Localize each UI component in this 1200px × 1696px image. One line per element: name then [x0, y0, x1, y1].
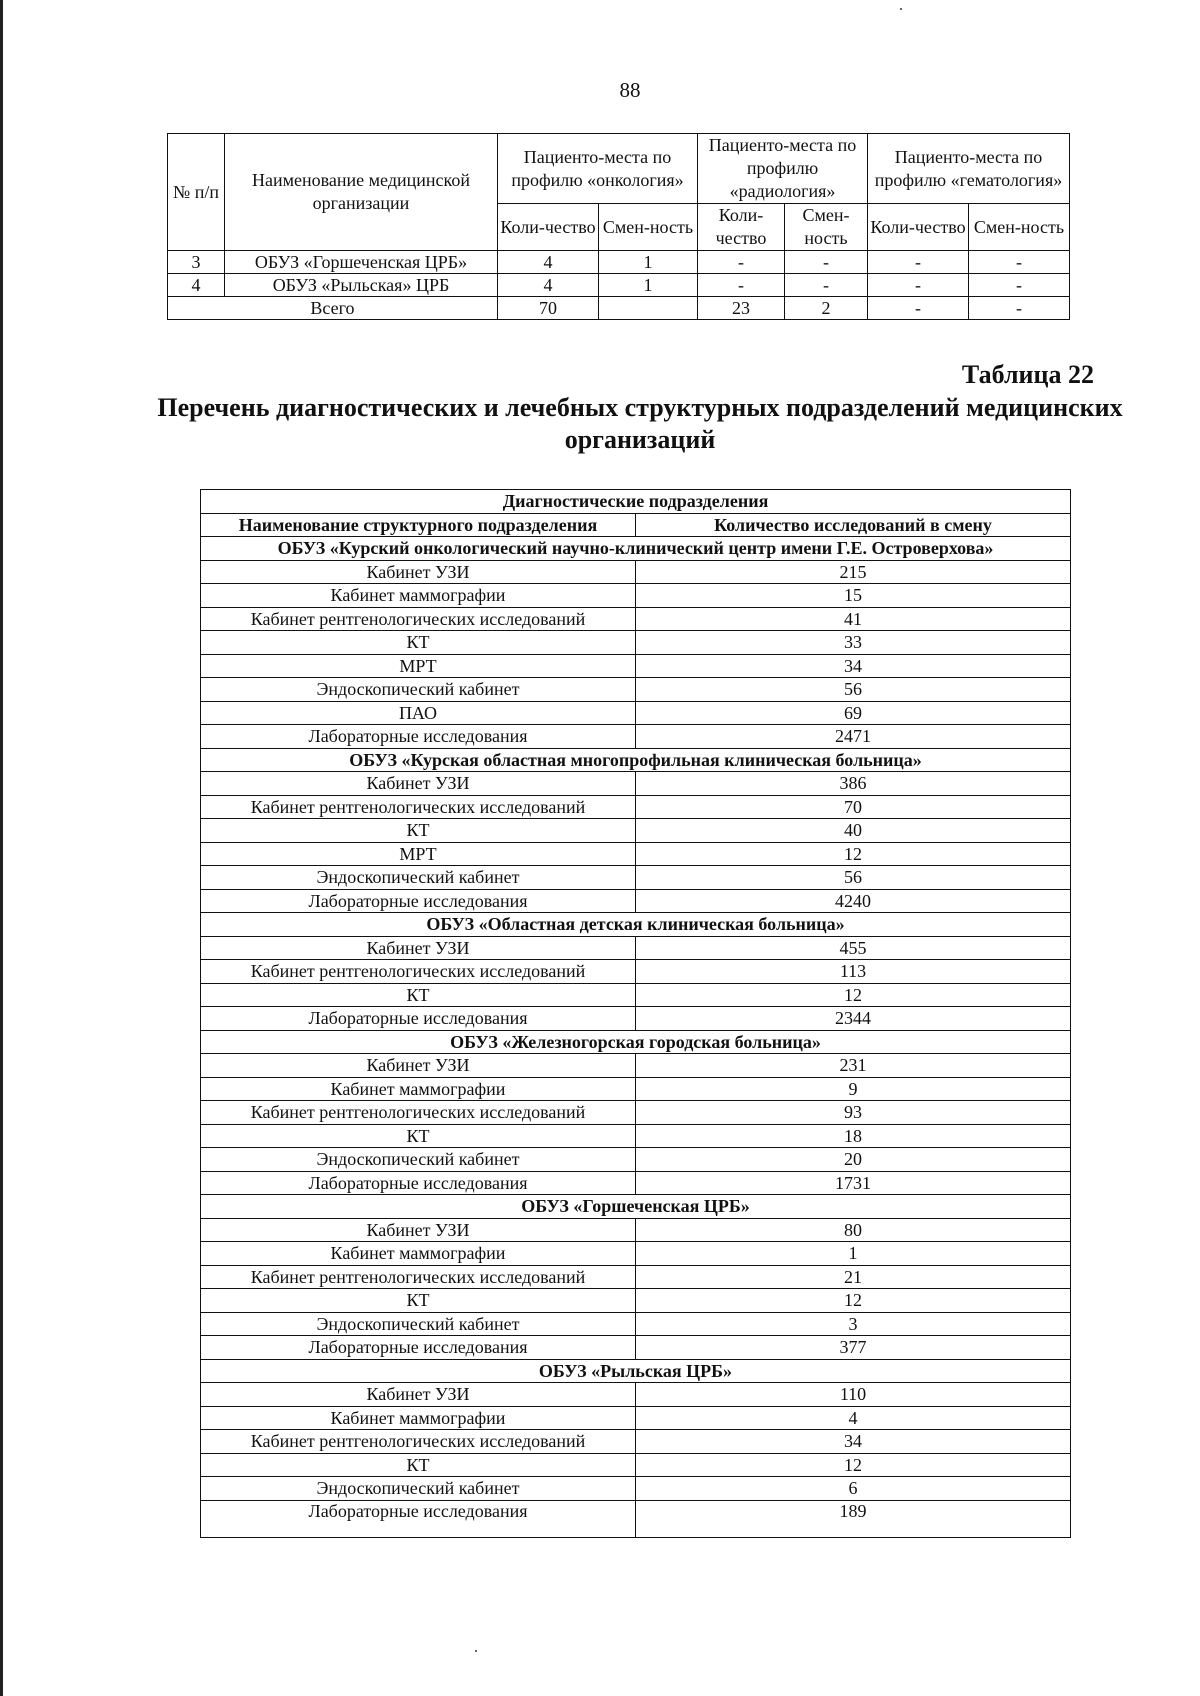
table-row	[201, 983, 1071, 1007]
org-section-row	[201, 1359, 1071, 1383]
cell-value: 4	[498, 251, 599, 274]
unit-name: КТ	[201, 819, 636, 843]
table-row	[201, 819, 1071, 843]
table-row	[201, 725, 1071, 749]
table-row	[201, 631, 1071, 655]
unit-name: Кабинет УЗИ	[201, 560, 636, 584]
row-number: 3	[168, 251, 225, 274]
unit-count: 6	[636, 1477, 1071, 1501]
col-unit-header: Наименование структурного подразделения	[201, 513, 636, 537]
table-row	[201, 1500, 1071, 1537]
unit-count: 215	[636, 560, 1071, 584]
unit-name: Эндоскопический кабинет	[201, 678, 636, 702]
page-number: 88	[619, 78, 641, 102]
unit-name: Лабораторные исследования	[201, 1007, 636, 1031]
table-row	[201, 1218, 1071, 1242]
unit-count: 2471	[636, 725, 1071, 749]
org-section-row	[201, 537, 1071, 561]
unit-name: Кабинет рентгенологических исследований	[201, 1430, 636, 1454]
unit-count: 4	[636, 1406, 1071, 1430]
table-row	[201, 866, 1071, 890]
unit-count: 189	[636, 1500, 1071, 1537]
cell-value: -	[868, 274, 969, 297]
table-row	[201, 1077, 1071, 1101]
unit-count: 12	[636, 842, 1071, 866]
unit-name: КТ	[201, 1124, 636, 1148]
unit-count: 15	[636, 584, 1071, 608]
total-label: Всего	[168, 297, 498, 320]
table-label: Таблица 22	[961, 360, 1094, 389]
cell-value: -	[969, 251, 1070, 274]
cell-value: -	[785, 251, 868, 274]
org-section-title: ОБУЗ «Железногорская городская больница»	[201, 1030, 1071, 1054]
unit-name: Лабораторные исследования	[201, 1336, 636, 1360]
row-number: 4	[168, 274, 225, 297]
unit-count: 33	[636, 631, 1071, 655]
sub-header-count: Коли-чество	[868, 204, 969, 251]
total-value: 23	[698, 297, 785, 320]
table-row	[201, 654, 1071, 678]
unit-count: 18	[636, 1124, 1071, 1148]
org-name: ОБУЗ «Рыльская» ЦРБ	[225, 274, 498, 297]
total-value	[599, 297, 698, 320]
table-row	[168, 274, 1070, 297]
unit-count: 455	[636, 936, 1071, 960]
table-row	[201, 701, 1071, 725]
group-header-oncology: Пациенто-места по профилю «онкология»	[498, 134, 698, 204]
unit-count: 1	[636, 1242, 1071, 1266]
unit-name: Лабораторные исследования	[201, 1171, 636, 1195]
unit-name: Кабинет маммографии	[201, 1406, 636, 1430]
unit-name: Кабинет рентгенологических исследований	[201, 1101, 636, 1125]
unit-name: Эндоскопический кабинет	[201, 1477, 636, 1501]
unit-count: 12	[636, 983, 1071, 1007]
org-section-row	[201, 1030, 1071, 1054]
table-row	[201, 1124, 1071, 1148]
table-row	[201, 1477, 1071, 1501]
unit-name: Кабинет рентгенологических исследований	[201, 960, 636, 984]
unit-count: 2344	[636, 1007, 1071, 1031]
total-row	[168, 297, 1070, 320]
table-row	[201, 936, 1071, 960]
scan-speck	[900, 8, 902, 10]
sub-header-count: Коли-чество	[498, 204, 599, 251]
unit-name: КТ	[201, 631, 636, 655]
table-row	[201, 1007, 1071, 1031]
unit-name: Кабинет маммографии	[201, 584, 636, 608]
unit-count: 41	[636, 607, 1071, 631]
unit-count: 56	[636, 678, 1071, 702]
table-row	[201, 1383, 1071, 1407]
org-section-row	[201, 913, 1071, 937]
table-row	[201, 1430, 1071, 1454]
unit-name: Лабораторные исследования	[201, 725, 636, 749]
unit-count: 12	[636, 1289, 1071, 1313]
table-row	[201, 1453, 1071, 1477]
table-row	[201, 772, 1071, 796]
table-row	[201, 584, 1071, 608]
table-row	[201, 842, 1071, 866]
unit-name: КТ	[201, 1289, 636, 1313]
diagnostic-units-table	[200, 489, 1071, 1538]
col-count-header: Количество исследований в смену	[636, 513, 1071, 537]
table-row	[201, 1101, 1071, 1125]
cell-value: -	[698, 274, 785, 297]
unit-name: Кабинет рентгенологических исследований	[201, 1265, 636, 1289]
table-row	[201, 1406, 1071, 1430]
table-row	[201, 889, 1071, 913]
unit-name: Эндоскопический кабинет	[201, 866, 636, 890]
org-section-title: ОБУЗ «Областная детская клиническая больница»	[201, 913, 1071, 937]
org-name: ОБУЗ «Горшеченская ЦРБ»	[225, 251, 498, 274]
table-row	[201, 1148, 1071, 1172]
org-section-title: ОБУЗ «Курская областная многопрофильная клиническая больница»	[201, 748, 1071, 772]
unit-name: Кабинет рентгенологических исследований	[201, 795, 636, 819]
cell-value: 4	[498, 274, 599, 297]
unit-name: КТ	[201, 983, 636, 1007]
cell-value: -	[868, 251, 969, 274]
unit-count: 69	[636, 701, 1071, 725]
org-section-row	[201, 1195, 1071, 1219]
scan-speck	[475, 1650, 477, 1652]
unit-name: Кабинет рентгенологических исследований	[201, 607, 636, 631]
org-section-title: ОБУЗ «Горшеченская ЦРБ»	[201, 1195, 1071, 1219]
col-org-header: Наименование медицинской организации	[225, 134, 498, 251]
cell-value: -	[698, 251, 785, 274]
col-num-header: № п/п	[168, 134, 225, 251]
unit-count: 21	[636, 1265, 1071, 1289]
table-row	[201, 1312, 1071, 1336]
unit-name: Лабораторные исследования	[201, 1500, 636, 1537]
unit-count: 4240	[636, 889, 1071, 913]
unit-count: 93	[636, 1101, 1071, 1125]
unit-count: 110	[636, 1383, 1071, 1407]
table-row	[201, 1171, 1071, 1195]
table-row	[201, 560, 1071, 584]
unit-count: 386	[636, 772, 1071, 796]
total-value: 70	[498, 297, 599, 320]
unit-name: Эндоскопический кабинет	[201, 1148, 636, 1172]
cell-value: 1	[599, 251, 698, 274]
unit-name: Кабинет УЗИ	[201, 1383, 636, 1407]
unit-count: 231	[636, 1054, 1071, 1078]
sub-header-shift: Смен-ность	[599, 204, 698, 251]
scan-edge	[0, 0, 3, 1696]
total-value: -	[969, 297, 1070, 320]
total-value: -	[868, 297, 969, 320]
org-section-title: ОБУЗ «Рыльская ЦРБ»	[201, 1359, 1071, 1383]
unit-name: МРТ	[201, 654, 636, 678]
unit-name: КТ	[201, 1453, 636, 1477]
unit-name: Кабинет УЗИ	[201, 1054, 636, 1078]
table-row	[168, 251, 1070, 274]
unit-name: Кабинет УЗИ	[201, 936, 636, 960]
table-row	[201, 1336, 1071, 1360]
unit-count: 9	[636, 1077, 1071, 1101]
group-header-radiology: Пациенто-места по профилю «радиология»	[698, 134, 868, 204]
sub-header-shift: Смен-ность	[969, 204, 1070, 251]
cell-value: -	[785, 274, 868, 297]
unit-name: Кабинет маммографии	[201, 1242, 636, 1266]
unit-count: 70	[636, 795, 1071, 819]
unit-count: 80	[636, 1218, 1071, 1242]
table-row	[201, 1242, 1071, 1266]
unit-name: Кабинет УЗИ	[201, 772, 636, 796]
total-value: 2	[785, 297, 868, 320]
table-row	[201, 607, 1071, 631]
cell-value: -	[969, 274, 1070, 297]
unit-count: 34	[636, 654, 1071, 678]
unit-count: 377	[636, 1336, 1071, 1360]
unit-name: ПАО	[201, 701, 636, 725]
sub-header-count: Коли-чество	[698, 204, 785, 251]
table-row	[201, 1054, 1071, 1078]
section-heading: Перечень диагностических и лечебных структурных подразделений медицинских организаций	[157, 393, 1123, 454]
cell-value: 1	[599, 274, 698, 297]
table-caption: Диагностические подразделения	[201, 490, 1071, 514]
unit-name: Эндоскопический кабинет	[201, 1312, 636, 1336]
unit-name: Лабораторные исследования	[201, 889, 636, 913]
org-section-row	[201, 748, 1071, 772]
unit-count: 12	[636, 1453, 1071, 1477]
table-row	[201, 960, 1071, 984]
unit-name: МРТ	[201, 842, 636, 866]
table-row	[201, 1265, 1071, 1289]
table-row	[201, 795, 1071, 819]
unit-count: 3	[636, 1312, 1071, 1336]
unit-name: Кабинет УЗИ	[201, 1218, 636, 1242]
table-row	[201, 678, 1071, 702]
unit-count: 1731	[636, 1171, 1071, 1195]
unit-count: 56	[636, 866, 1071, 890]
unit-name: Кабинет маммографии	[201, 1077, 636, 1101]
unit-count: 113	[636, 960, 1071, 984]
patient-places-table	[167, 133, 1070, 320]
unit-count: 40	[636, 819, 1071, 843]
unit-count: 34	[636, 1430, 1071, 1454]
table-row	[201, 1289, 1071, 1313]
group-header-hematology: Пациенто-места по профилю «гематология»	[868, 134, 1070, 204]
org-section-title: ОБУЗ «Курский онкологический научно-клинический центр имени Г.Е. Островерхова»	[201, 537, 1071, 561]
unit-count: 20	[636, 1148, 1071, 1172]
sub-header-shift: Смен-ность	[785, 204, 868, 251]
